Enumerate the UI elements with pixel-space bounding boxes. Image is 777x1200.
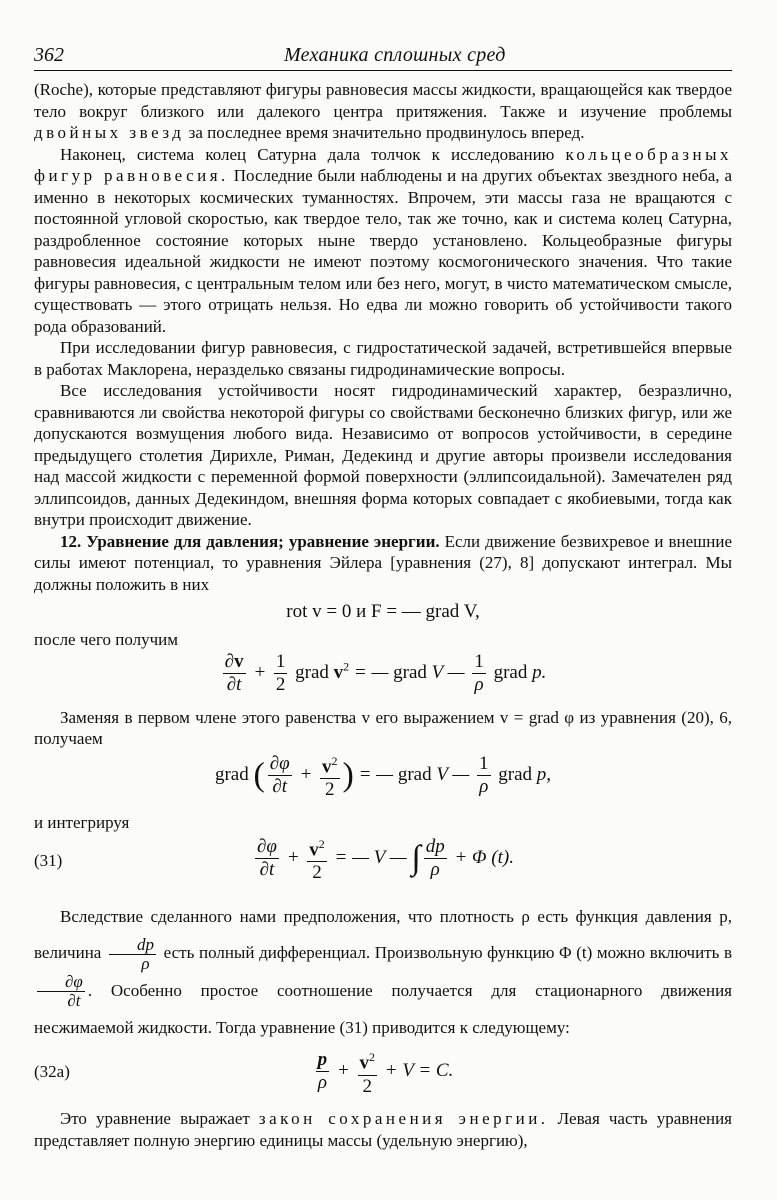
paragraph: (Roche), которые представляют фигуры равновесия массы жидкости, вращающейся как твердое тело вокруг близкого или далекого центра притяжения. Также и изучение проблемы двойных звезд за последнее время значительно продвинулось вперед. — [34, 80, 732, 142]
paragraph: Наконец, система колец Сатурна дала толчок к исследованию кольцеобразных фигур равновесия. Последние были наблюдены и на других объектах звездного неба, а именно в некоторых космических туманностях. Впрочем, эти массы газа не вращаются с постоянной угловой скоростью, как твердое тело, так же точно, как и система колец Сатурна, раздробленное состояние которых ныне твердо установлено. Кольцеобразные фигуры равновесия идеальной жидкости не имеют поэтому космогонического значения. Что такие фигуры равновесия, с центральным телом или без него, могут, в чисто математическом смысле, существовать — этого отрицать нельзя. Но едва ли можно говорить об устойчивости такого рода образований. — [34, 144, 732, 336]
running-title: Механика сплошных сред — [284, 44, 506, 66]
equation-number: (31) — [34, 851, 63, 870]
equation-rot: rot v = 0 и F = — grad V, — [286, 601, 480, 622]
page-header — [34, 40, 732, 71]
equation-31: (31) $\frac{\partial\varphi}{\partial t}$ + $\frac{v^2}{2}$ = — V — ∫ $\frac{dp}{\rho}$ + Φ (t). — [34, 833, 732, 893]
page — [34, 40, 732, 1151]
section-title: 12. Уравнение для давления; уравнение энергии. — [60, 531, 440, 551]
paragraph: При исследовании фигур равновесия, с гидростатической задачей, встретившейся впервые в работах Маклорена, неразделько связаны гидродинамические вопросы. — [34, 338, 732, 379]
paragraph: и интегрируя — [34, 812, 130, 832]
equation-number: (32a) — [34, 1062, 70, 1082]
paragraph: Вследствие сделанного нами предположения, что плотность ρ есть функция давления p, величина $\frac{dp}{\rho}$ есть полный дифференциал. Произвольную функцию Φ (t) можно включить в $\frac{\partial\varphi}{\partial t}$ . Особенно простое соотношение получается для стационарного движения несжимаемой жидкости. Тогда уравнение (31) приводится к следующему: — [34, 907, 733, 1038]
paragraph: после чего получим — [34, 630, 179, 649]
paragraph: 12. Уравнение для давления; уравнение энергии. Если движение безвихревое и внешние силы имеют потенциал, то уравнения Эйлера [уравнения (27), 8] допускают интеграл. Мы должны положить в них — [34, 531, 732, 594]
paragraph: Это уравнение выражает закон сохранения энергии. Левая часть уравнения представляет полную энергию единицы массы (удельную энергию), — [34, 1109, 732, 1150]
equation-grad: grad ( $\frac{\partial\varphi}{\partial t}$ + $\frac{v^2}{2}$ ) = — grad V — $\frac{1}{\rho}$ grad p, — [34, 750, 732, 812]
equation-euler-potential: $\frac{\partial v}{\partial t}$ + $\frac{1}{2}$ grad $v^2$ = — grad V — $\frac{1}{\rho}$ grad p. — [224, 650, 547, 695]
page-number: 362 — [34, 44, 64, 66]
equation-32a: (32a) $\frac{p}{\rho}$ + $\frac{v^2}{2}$ + V = C. — [34, 1046, 732, 1102]
paragraph: Все исследования устойчивости носят гидродинамический характер, безразлично, сравниваются ли свойства некоторой фигуры со свойствами бесконечно близких фигур, или же допускаются возмущения любого вида. Независимо от вопросов устойчивости, в середине предыдущего столетия Дирихле, Риман, Дедекинд и другие авторы произвели исследования над массой жидкости с переменной формой поверхности (эллипсоидальной). Замечателен ряд эллипсоидов, данных Дедекиндом, внешняя форма которых совпадает с якобиевыми, тогда как внутри происходит движение. — [34, 381, 732, 529]
paragraph: Заменяя в первом члене этого равенства v его выражением v = grad φ из уравнения (20), 6, получаем — [34, 707, 732, 748]
